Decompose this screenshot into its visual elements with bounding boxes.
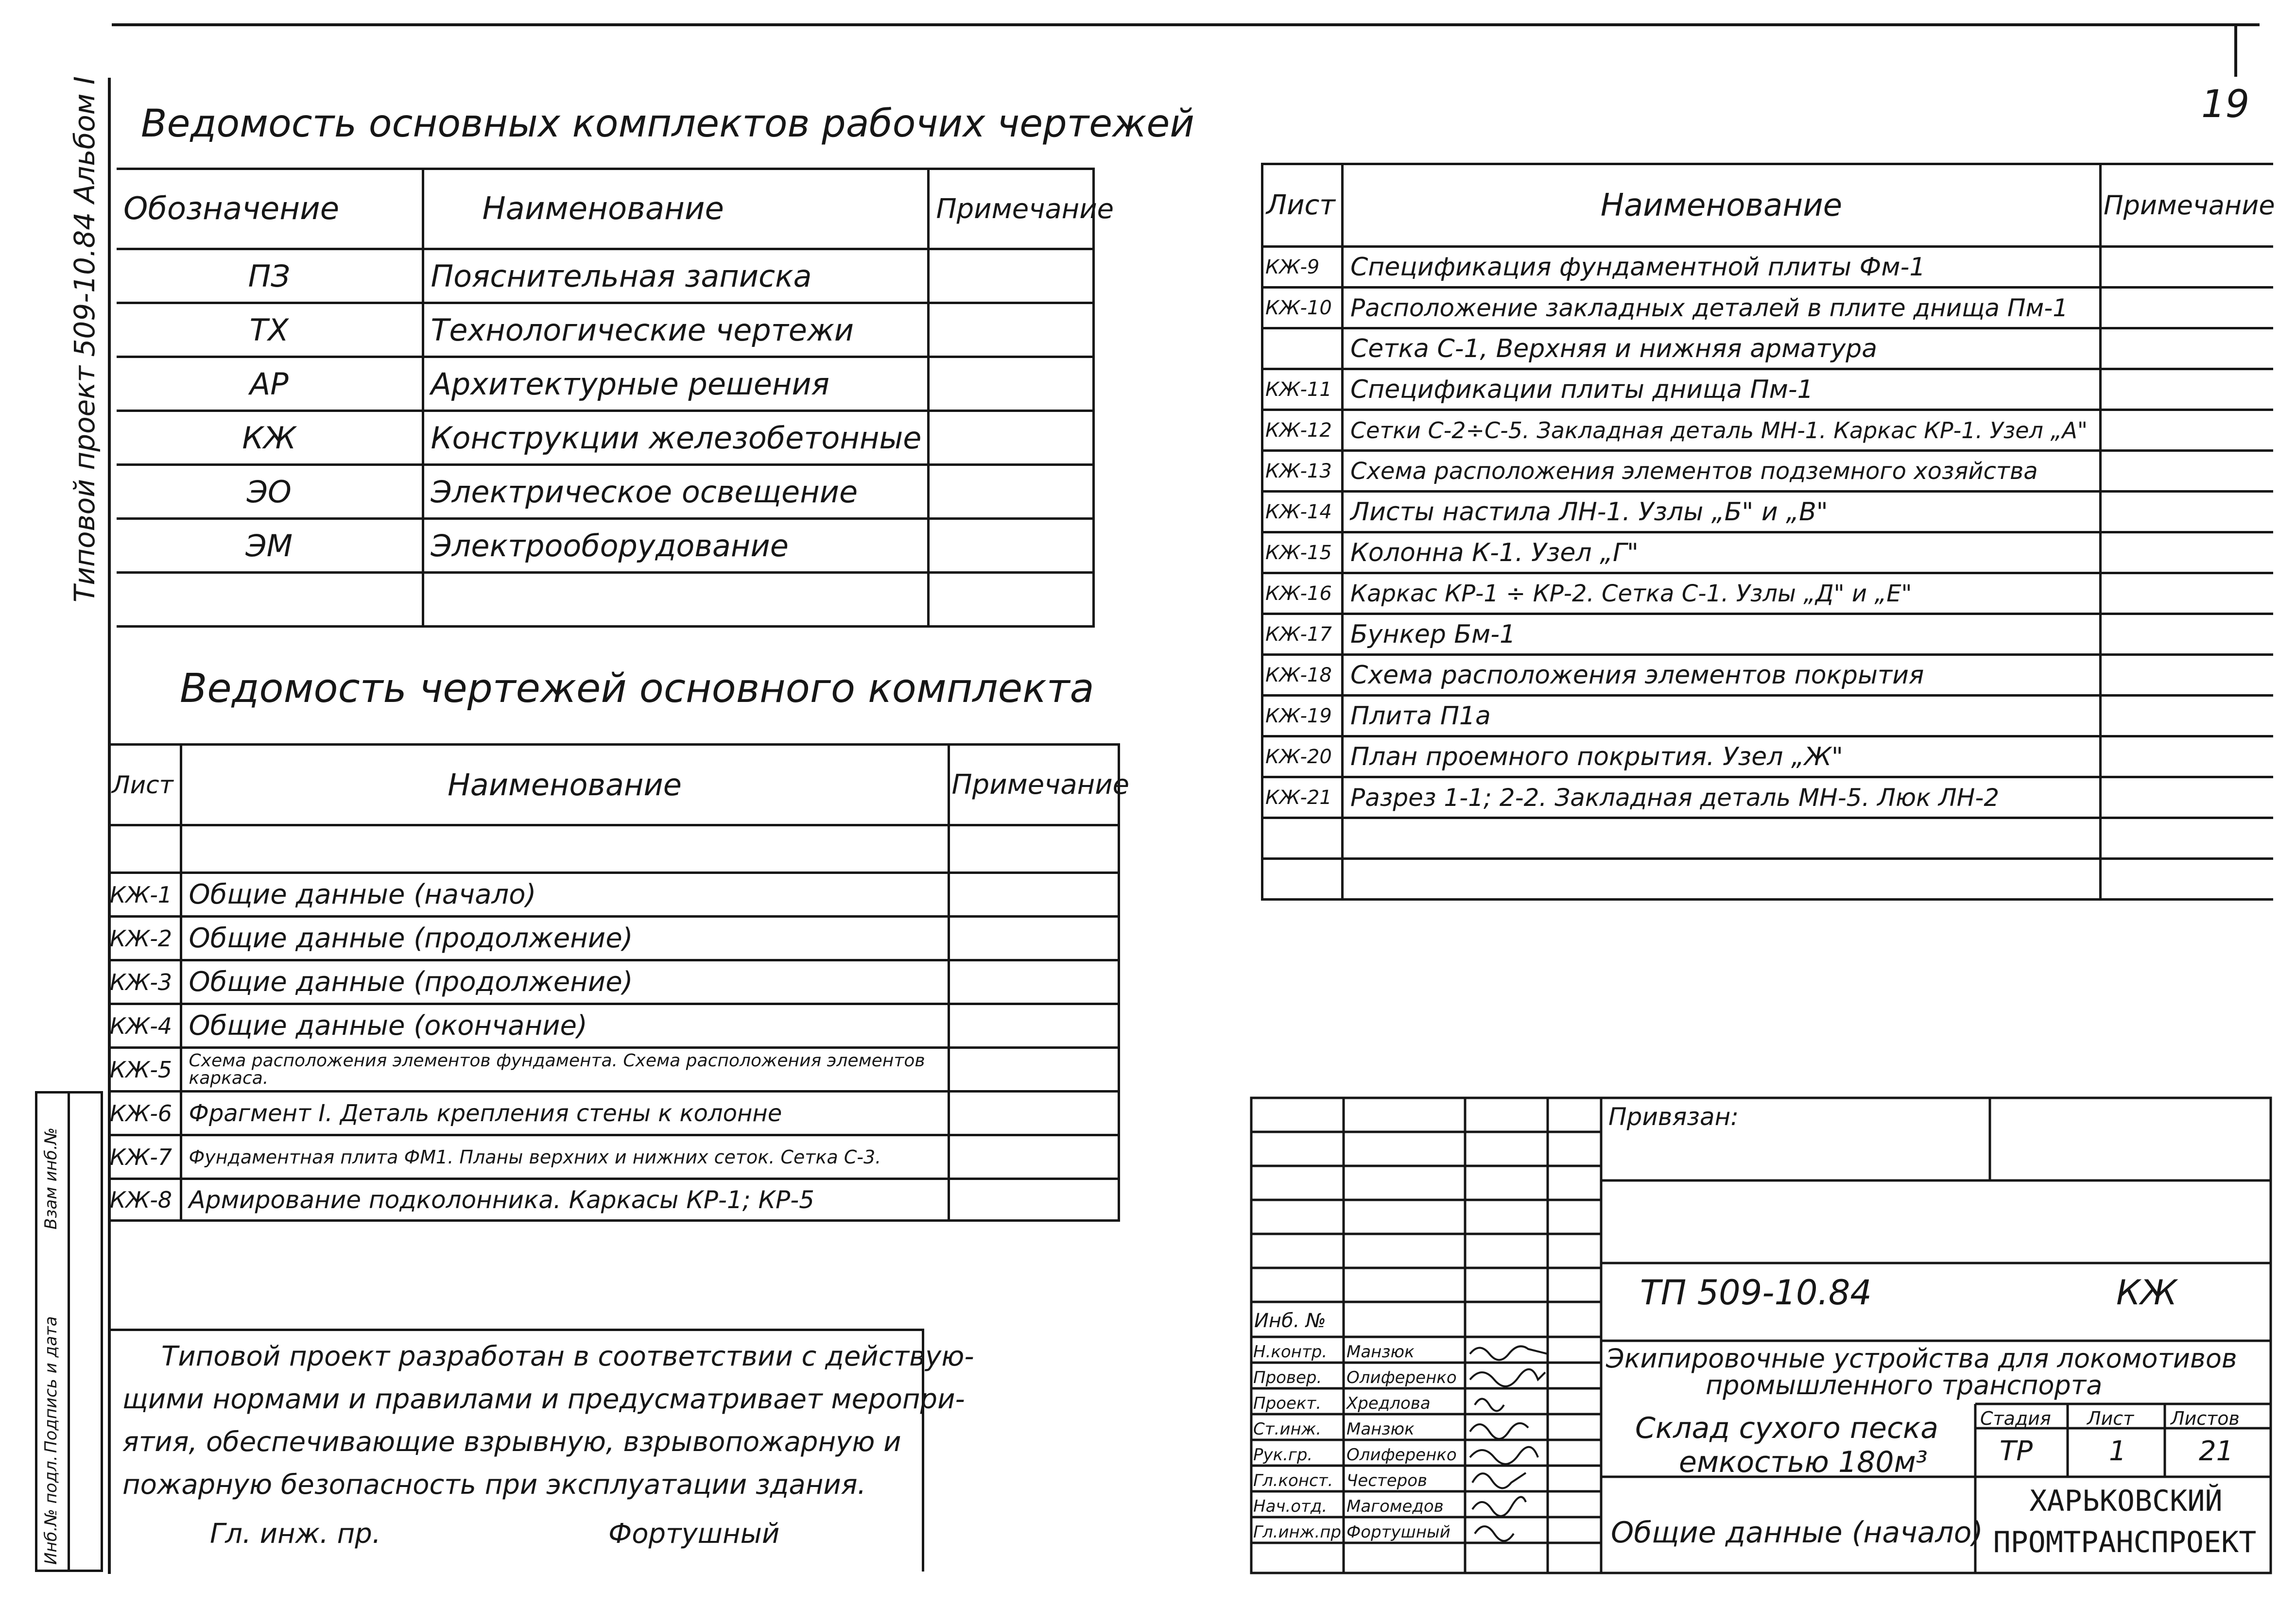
role-label: Гл.конст. [1253,1471,1333,1490]
sheet-code: КЖ-13 [1262,451,1343,492]
role-name: Манзюк [1347,1342,1415,1362]
role-label: Рук.гр. [1253,1445,1313,1465]
org-line-2: ПРОМТРАНСПРОЕКТ [1993,1525,2257,1559]
set-note [928,357,1093,411]
table-row [1262,328,2273,369]
role-label: Проект. [1253,1394,1322,1413]
role-name: Фортушный [1347,1522,1450,1542]
set-code: ПЗ [117,249,423,303]
role-label: Провер. [1253,1368,1322,1387]
table-row [117,519,1093,573]
set-note [928,519,1093,573]
subject-line-2: промышленного транспорта [1706,1370,2103,1401]
sheet-code: КЖ-16 [1262,573,1343,614]
col-header-note: Примечание [928,169,1093,249]
set-code: ТХ [117,303,423,357]
sheet-note [949,825,1119,873]
sheets-value: 21 [2199,1435,2234,1467]
sheet-note [949,917,1119,960]
set-code: КЖ [117,411,423,465]
sheet-note [2101,573,2273,614]
sheet-name: Листы настила ЛН-1. Узлы „Б" и „В" [1343,492,2101,532]
sheet-code [1262,818,1343,859]
table-row [108,1048,1119,1092]
table-row [1262,736,2273,777]
project-note-line-3: ятия, обеспечивающие взрывную, взрывопожарную и [122,1426,901,1458]
sheet-name: Общие данные (продолжение) [181,960,949,1004]
table-row [1262,369,2273,410]
sheet-name: Схема расположения элементов подземного хозяйства [1343,451,2101,492]
role-name: Олиференко [1347,1368,1457,1387]
table-row [108,960,1119,1004]
table-row [117,465,1093,519]
sheet-name: Бункер Бм-1 [1343,614,2101,655]
sheet-name: Расположение закладных деталей в плите днища Пм-1 [1343,288,2101,328]
sheet-note [2101,818,2273,859]
sheet-code [108,825,181,873]
project-note-box [108,1329,974,1572]
sheets-right-header-row [1262,164,2273,247]
sheets-header: Листов [2171,1408,2240,1429]
set-code: ЭО [117,465,423,519]
sheet-note [949,1135,1119,1179]
table-row [117,573,1093,627]
project-note-role: Гл. инж. пр. [210,1518,381,1550]
role-name: Хредлова [1347,1394,1431,1413]
sheet-name: Колонна К-1. Узел „Г" [1343,532,2101,573]
sheet-code: КЖ-4 [108,1004,181,1048]
subject-line-1: Экипировочные устройства для локомотивов [1606,1343,2237,1374]
sheet-note [2101,410,2273,451]
table-row [1262,573,2273,614]
sheet-note [949,960,1119,1004]
set-note [928,573,1093,627]
col-header-sheet: Лист [1262,164,1343,247]
sheet-note [2101,288,2273,328]
set-note [928,465,1093,519]
sheet-note [2101,736,2273,777]
sheet-code: КЖ-9 [1262,247,1343,288]
table-row [108,825,1119,873]
sheet-code: КЖ-2 [108,917,181,960]
set-name: Конструкции железобетонные [423,411,928,465]
set-name: Электрическое освещение [423,465,928,519]
sheet-note [2101,696,2273,736]
object-line-1: Склад сухого песка [1635,1411,1938,1445]
sheet-note [2101,451,2273,492]
title-main-sets: Ведомость основных комплектов рабочих чертежей [141,102,1195,146]
sheet-note [949,1048,1119,1092]
title-block [1251,1098,2272,1574]
table-row [108,873,1119,917]
table-row [1262,614,2273,655]
sheet-code: КЖ-21 [1262,777,1343,818]
set-name: Архитектурные решения [423,357,928,411]
sheet-note [949,1179,1119,1221]
page-number: 19 [2201,83,2250,126]
col-header-note: Примечание [2101,164,2273,247]
set-note [928,249,1093,303]
sheet-name: Схема расположения элементов покрытия [1343,655,2101,696]
object-line-2: емкостью 180м³ [1679,1445,1928,1479]
table-row [108,1179,1119,1221]
sheet-code: КЖ-8 [108,1179,181,1221]
set-name: Электрооборудование [423,519,928,573]
role-name: Магомедов [1347,1497,1444,1516]
project-note-line-4: пожарную безопасность при эксплуатации здания. [122,1469,866,1501]
sheet-name: Общие данные (окончание) [181,1004,949,1048]
sheet-code: КЖ-11 [1262,369,1343,410]
doc-mark: КЖ [2116,1273,2177,1313]
sheet-name: Армирование подколонника. Каркасы КР-1; КР-5 [181,1179,949,1221]
col-header-code: Обозначение [117,169,423,249]
org-line-1: ХАРЬКОВСКИЙ [2029,1484,2223,1518]
strip-label-replace: Взам инб.№ [41,1127,61,1230]
table-row [117,357,1093,411]
sheet-name [181,825,949,873]
strip-label-sign: Подпись и дата [41,1316,61,1453]
sheet-note [949,1004,1119,1048]
sheet-name: Спецификация фундаментной плиты Фм-1 [1343,247,2101,288]
sheet-code: КЖ-7 [108,1135,181,1179]
sheet-note [2101,777,2273,818]
sheet-note [2101,859,2273,900]
project-note-line-1: Типовой проект разработан в соответствии с действую- [161,1341,974,1372]
set-name: Технологические чертежи [423,303,928,357]
sheet-note [949,873,1119,917]
stage-header: Стадия [1980,1408,2051,1429]
sheet-code: КЖ-3 [108,960,181,1004]
set-code [117,573,423,627]
table-row [1262,655,2273,696]
col-header-name: Наименование [1343,164,2101,247]
sheet-name: Каркас КР-1 ÷ КР-2. Сетка С-1. Узлы „Д" и „Е" [1343,573,2101,614]
sheet-header: Лист [2087,1408,2134,1429]
left-strip-divider [68,1093,70,1570]
sheet-note [2101,492,2273,532]
table-row [1262,859,2273,900]
table-row [117,249,1093,303]
sheet-name: Разрез 1-1; 2-2. Закладная деталь МН-5. Люк ЛН-2 [1343,777,2101,818]
role-label: Нач.отд. [1253,1497,1328,1516]
sheet-note [2101,532,2273,573]
set-note [928,411,1093,465]
sheets-table-right [1261,163,2273,901]
table-row [117,303,1093,357]
sheet-name [1343,859,2101,900]
sheet-name: Спецификации плиты днища Пм-1 [1343,369,2101,410]
sheet-note [2101,328,2273,369]
sheet-code: КЖ-6 [108,1092,181,1135]
set-code: ЭМ [117,519,423,573]
title-basic-sheets: Ведомость чертежей основного комплекта [180,666,1094,712]
sheet-note [2101,247,2273,288]
set-code: АР [117,357,423,411]
sheet-name: Общие данные (продолжение) [181,917,949,960]
sheet-code [1262,859,1343,900]
role-name: Честеров [1347,1471,1428,1490]
sheet-name: Сетки С-2÷С-5. Закладная деталь МН-1. Каркас КР-1. Узел „А" [1343,410,2101,451]
sheet-code: КЖ-15 [1262,532,1343,573]
doc-code: ТП 509-10.84 [1640,1273,1872,1313]
sheet-code: КЖ-1 [108,873,181,917]
project-note-line-2: щими нормами и правилами и предусматривает меропри- [122,1384,965,1415]
project-note-person: Фортушный [608,1518,780,1550]
table-row [1262,410,2273,451]
set-name [423,573,928,627]
sets-table [117,168,1114,628]
inv-no-label: Инб. № [1254,1310,1326,1332]
sheet-note [2101,655,2273,696]
sheet-code [1262,328,1343,369]
table-row [1262,696,2273,736]
frame-right-mark [2234,23,2237,77]
sheets-left-header-row [108,745,1119,825]
sheets-table-left [108,743,1130,1222]
role-label: Гл.инж.пр. [1253,1522,1347,1542]
role-name: Олиференко [1347,1445,1457,1465]
sheet-code: КЖ-18 [1262,655,1343,696]
sheet-code: КЖ-19 [1262,696,1343,736]
sheet-name: Схема расположения элементов фундамента. Схема расположения элементов каркаса. [181,1048,949,1092]
table-row [108,1135,1119,1179]
table-row [117,411,1093,465]
table-row [1262,492,2273,532]
table-row [1262,288,2273,328]
sheet-name: Общие данные (начало) [181,873,949,917]
stage-value: ТР [2000,1435,2033,1467]
sheet-value: 1 [2109,1435,2126,1467]
sheet-note [2101,614,2273,655]
table-row [1262,451,2273,492]
sheet-name: Плита П1а [1343,696,2101,736]
sheet-name: Фундаментная плита ФМ1. Планы верхних и нижних сеток. Сетка С-3. [181,1135,949,1179]
left-strip [35,1091,103,1572]
side-stamp: Типовой проект 509-10.84 Альбом I [68,76,101,602]
sheet-name: План проемного покрытия. Узел „Ж" [1343,736,2101,777]
role-name: Манзюк [1347,1419,1415,1439]
table-row [108,917,1119,960]
set-name: Пояснительная записка [423,249,928,303]
table-row [1262,818,2273,859]
col-header-note: Примечание [949,745,1119,825]
col-header-sheet: Лист [108,745,181,825]
sheet-code: КЖ-20 [1262,736,1343,777]
table-row [108,1092,1119,1135]
sheet-title: Общие данные (начало) [1611,1516,1983,1550]
strip-label-inv: Инб.№ подл. [41,1455,61,1565]
sheet-code: КЖ-10 [1262,288,1343,328]
col-header-name: Наименование [181,745,949,825]
privyazan-label: Привязан: [1608,1103,1739,1131]
signatures [1465,1337,1548,1546]
sheet-name [1343,818,2101,859]
table-row [1262,532,2273,573]
role-label: Н.контр. [1253,1342,1328,1362]
sheet-name: Сетка С-1, Верхняя и нижняя арматура [1343,328,2101,369]
table-row [1262,777,2273,818]
sheet-code: КЖ-17 [1262,614,1343,655]
role-label: Ст.инж. [1253,1419,1322,1439]
sheet-code: КЖ-14 [1262,492,1343,532]
frame-top-line [112,23,2260,26]
set-note [928,303,1093,357]
sheet-code: КЖ-12 [1262,410,1343,451]
sets-header-row [117,169,1093,249]
sheet-name: Фрагмент I. Деталь крепления стены к колонне [181,1092,949,1135]
table-row [1262,247,2273,288]
sheet-note [949,1092,1119,1135]
sheet-note [2101,369,2273,410]
sheet-code: КЖ-5 [108,1048,181,1092]
table-row [108,1004,1119,1048]
col-header-name: Наименование [423,169,928,249]
